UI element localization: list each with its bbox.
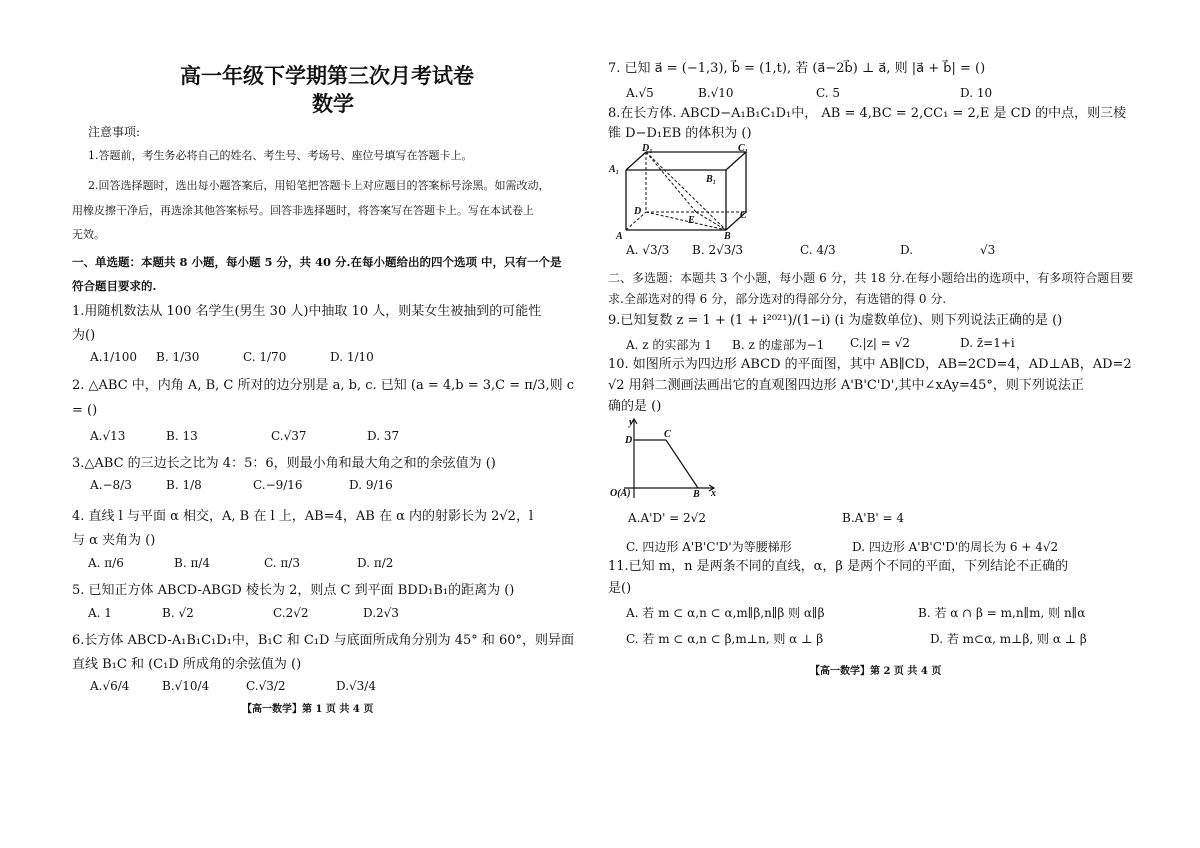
q6-option-c: C.√3/2: [246, 679, 286, 693]
q11-option-c: C. 若 m ⊂ α,n ⊂ β,m⊥n, 则 α ⊥ β: [626, 632, 824, 646]
q7-option-d: D. 10: [960, 86, 993, 100]
q11-option-a: A. 若 m ⊂ α,n ⊂ α,m∥β,n∥β 则 α∥β: [626, 606, 825, 620]
label-a1: A₁: [609, 164, 620, 175]
question-1: 1.用随机数法从 100 名学生(男生 30 人)中抽取 10 人，则某女生被抽到的可能性: [72, 304, 542, 319]
q9-option-b: B. z 的虚部为−1: [732, 338, 825, 352]
q1-option-d: D. 1/10: [330, 350, 374, 364]
q10-option-c: C. 四边形 A'B'C'D'为等腰梯形: [626, 540, 792, 554]
segment-cb: [666, 440, 698, 488]
q9-option-d: D. z̄=1+i: [960, 336, 1015, 350]
q8-option-d: D.: [900, 243, 914, 257]
question-2: 2. △ABC 中，内角 A, B, C 所对的边分别是 a, b, c. 已知 (a = 4,b = 3,C = π/3,则 c: [72, 378, 574, 393]
q10-option-a: A.A'D' = 2√2: [628, 511, 706, 525]
edge-a1-d1: [626, 152, 646, 170]
trapezoid-figure: [610, 416, 720, 500]
q5-option-d: D.2√3: [363, 606, 399, 620]
q6-option-a: A.√6/4: [90, 679, 130, 693]
q10-option-b: B.A'B' = 4: [842, 511, 905, 525]
note-2-line-1: 2.回答选择题时，选出每小题答案后，用铅笔把答题卡上对应题目的答案标号涂黑。如需改动，: [88, 179, 550, 192]
q3-option-c: C.−9/16: [253, 478, 303, 492]
q4-option-c: C. π/3: [264, 556, 300, 570]
label-b1: B₁: [706, 174, 717, 185]
section-1-heading-cont: 符合题目要求的.: [72, 279, 157, 293]
cuboid-figure: [606, 142, 756, 240]
question-10-cont-2: 确的是 (): [608, 399, 662, 414]
label-y: y: [629, 417, 634, 428]
q7-option-a: A.√5: [626, 86, 654, 100]
question-4-cont: 与 α 夹角为 (): [72, 533, 156, 548]
question-1-cont: 为(): [72, 328, 96, 343]
label-c1: C₁: [738, 143, 749, 154]
exam-title: 高一年级下学期第三次月考试卷: [180, 64, 474, 88]
q9-option-a: A. z 的实部为 1: [626, 338, 712, 352]
q1-option-b: B. 1/30: [156, 350, 200, 364]
q5-option-a: A. 1: [88, 606, 112, 620]
question-2-cont: = (): [72, 403, 98, 418]
q3-option-a: A.−8/3: [90, 478, 132, 492]
question-11: 11.已知 m，n 是两条不同的直线，α，β 是两个不同的平面，下列结论不正确的: [608, 559, 1069, 574]
line-d1-e: [646, 152, 696, 212]
page-1-footer: 【高一数学】第 1 页 共 4 页: [242, 704, 374, 715]
note-1: 1.答题前，考生务必将自己的姓名、考生号、考场号、座位号填写在答题卡上。: [88, 149, 473, 162]
q4-option-a: A. π/6: [88, 556, 124, 570]
question-8-cont: 锥 D−D₁EB 的体积为 (): [608, 126, 752, 141]
q2-option-b: B. 13: [166, 429, 198, 443]
q7-option-c: C. 5: [816, 86, 841, 100]
q8-option-c: C. 4/3: [800, 243, 836, 257]
line-d-b: [646, 212, 726, 230]
label-a: A: [616, 231, 623, 240]
note-2-line-3: 无效。: [72, 228, 105, 241]
q1-option-a: A.1/100: [90, 350, 138, 364]
label-b: B: [724, 231, 731, 240]
note-2-line-2: 用橡皮擦干净后，再选涂其他答案标号。回答非选择题时，将答案写在答题卡上。写在本试卷上: [72, 204, 534, 217]
q4-option-b: B. π/4: [174, 556, 211, 570]
page-2: [600, 0, 1200, 848]
section-2-heading-cont: 求.全部选对的得 6 分，部分选对的得部分分，有选错的得 0 分.: [608, 292, 947, 306]
q4-option-d: D. π/2: [357, 556, 394, 570]
question-4: 4. 直线 l 与平面 α 相交，A, B 在 l 上，AB=4，AB 在 α 内的射影长为 2√2，l: [72, 509, 534, 524]
label-d1: D₁: [642, 143, 653, 154]
section-1-heading: 一、单选题：本题共 8 小题，每小题 5 分，共 40 分.在每小题给出的四个选项 中，只有一个是: [72, 255, 562, 269]
edge-b1-c1: [726, 152, 746, 170]
label-d: D: [634, 206, 642, 217]
label-x: x: [711, 488, 716, 499]
label-d: D: [625, 435, 633, 446]
label-e: E: [688, 215, 695, 226]
page-2-footer: 【高一数学】第 2 页 共 4 页: [810, 666, 942, 677]
q2-option-a: A.√13: [90, 429, 126, 443]
notes-header: 注意事项:: [88, 125, 141, 139]
question-3: 3.△ABC 的三边长之比为 4：5：6，则最小角和最大角之和的余弦值为 (): [72, 456, 496, 471]
q9-option-c: C.|z| = √2: [850, 336, 910, 350]
question-11-cont: 是(): [608, 581, 632, 596]
q3-option-d: D. 9/16: [349, 478, 393, 492]
q8-option-a: A. √3/3: [626, 243, 670, 257]
question-7: 7. 已知 a⃗ = (−1,3), b⃗ = (1,t), 若 (a⃗−2b⃗) ⊥ a⃗, 则 |a⃗ + b⃗| = (): [608, 61, 986, 76]
question-8: 8.在长方体. ABCD−A₁B₁C₁D₁中， AB = 4,BC = 2,CC₁ = 2,E 是 CD 的中点，则三棱: [608, 106, 1127, 121]
exam-subject: 数学: [312, 92, 354, 116]
question-5: 5. 已知正方体 ABCD-ABGD 棱长为 2，则点 C 到平面 BDD₁B₁的距离为 (): [72, 583, 515, 598]
q2-option-d: D. 37: [367, 429, 400, 443]
label-c: C: [664, 429, 671, 440]
section-2-heading: 二、多选题：本题共 3 个小题，每小题 6 分，共 18 分.在每小题给出的选项中，有多项符合题目要: [608, 271, 1134, 285]
q8-option-b: B. 2√3/3: [692, 243, 744, 257]
q3-option-b: B. 1/8: [166, 478, 202, 492]
q6-option-b: B.√10/4: [162, 679, 210, 693]
q5-option-b: B. √2: [162, 606, 194, 620]
q11-option-b: B. 若 α ∩ β = m,n∥m, 则 n∥α: [918, 606, 1086, 620]
q5-option-c: C.2√2: [273, 606, 309, 620]
q7-option-b: B.√10: [698, 86, 734, 100]
q8-option-d-value: √3: [980, 243, 996, 257]
q11-option-d: D. 若 m⊂α, m⊥β, 则 α ⊥ β: [930, 632, 1087, 646]
line-d1-b: [646, 152, 726, 230]
q10-option-d: D. 四边形 A'B'C'D'的周长为 6 + 4√2: [852, 540, 1059, 554]
q2-option-c: C.√37: [271, 429, 307, 443]
question-10-cont: √2 用斜二测画法画出它的直观图四边形 A'B'C'D',其中∠xAy=45°，则下列说法正: [608, 378, 1084, 393]
question-6: 6.长方体 ABCD-A₁B₁C₁D₁中，B₁C 和 C₁D 与底面所成角分别为 45° 和 60°，则异面: [72, 633, 575, 648]
question-9: 9.已知复数 z = 1 + (1 + i²⁰²¹)/(1−i) (i 为虚数单位)、则下列说法正确的是 (): [608, 313, 1063, 328]
q1-option-c: C. 1/70: [243, 350, 287, 364]
q6-option-d: D.√3/4: [336, 679, 376, 693]
label-b: B: [693, 489, 700, 500]
question-6-cont: 直线 B₁C 和 (C₁D 所成角的余弦值为 (): [72, 657, 302, 672]
question-10: 10. 如图所示为四边形 ABCD 的平面图，其中 AB∥CD，AB=2CD=4，AD⊥AB，AD=2: [608, 357, 1132, 372]
label-c: C: [740, 210, 747, 221]
label-origin-a: O(A): [610, 488, 631, 499]
